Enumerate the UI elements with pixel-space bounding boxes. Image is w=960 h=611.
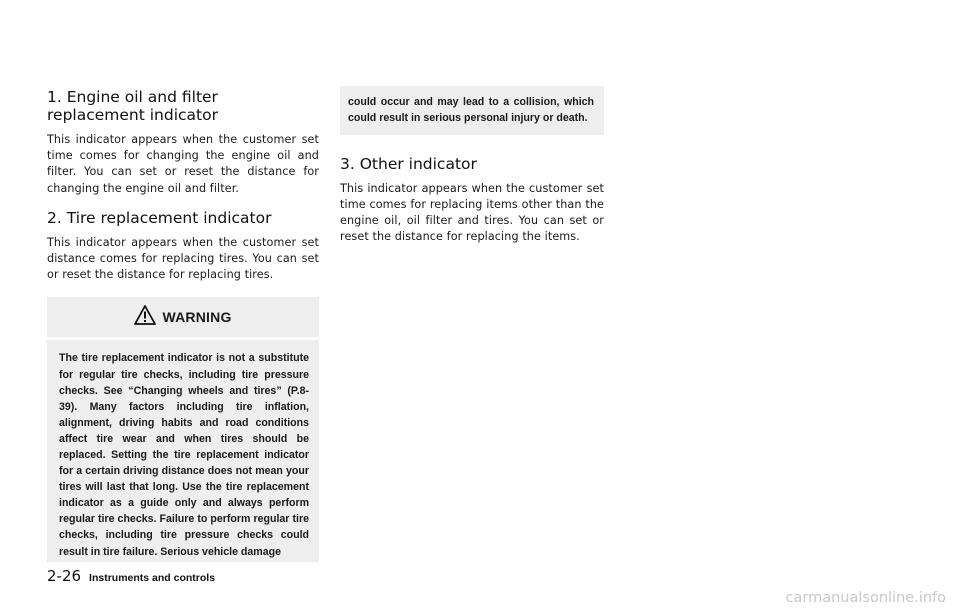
section-name: Instruments and controls xyxy=(89,572,216,584)
warning-text: The tire replacement indicator is not a substitute for regular tire checks, including tire pressure checks. See “Changing wheels and tires” (P.8-39). Many factors including tire inflation, alignment, driving habits and road conditions affect tire wear and when tires should be replaced. Setting the tire replacement indicator for a certain driving distance does not mean your tires will last that long. Use the tire replacement indicator as a guide only and always perform regular tire checks. Failure to perform regular tire checks, including tire pressure checks could result in tire failure. Serious vehicle damage xyxy=(59,352,309,558)
paragraph-other-indicator: This indicator appears when the customer set time comes for replacing items other than the engine oil, oil filter and tires. You can set or reset the distance for replacing the items. xyxy=(340,181,604,244)
warning-box xyxy=(47,297,319,561)
warning-header xyxy=(47,297,319,337)
heading-tire-replacement-indicator: 2. Tire replacement indicator xyxy=(47,208,272,227)
right-column xyxy=(340,86,604,253)
warning-triangle-icon xyxy=(134,305,156,329)
left-column xyxy=(47,88,319,562)
warning-title: WARNING xyxy=(162,309,232,326)
watermark: carmanualsonline.info xyxy=(785,590,946,606)
paragraph-engine-oil: This indicator appears when the customer set time comes for changing the engine oil and filter. You can set or reset the distance for changing the engine oil and filter. xyxy=(47,133,319,195)
page-number: 2-26 xyxy=(47,567,82,585)
paragraph-tire-replacement: This indicator appears when the customer set distance comes for replacing tires. You can set or reset the distance for replacing tires. xyxy=(47,235,319,282)
page-footer xyxy=(47,567,215,585)
heading-engine-oil-indicator: 1. Engine oil and filter replacement indicator xyxy=(47,88,218,124)
warning-continued-text: could occur and may lead to a collision, which could result in serious personal injury or death. xyxy=(340,86,604,135)
heading-other-indicator: 3. Other indicator xyxy=(340,154,477,173)
